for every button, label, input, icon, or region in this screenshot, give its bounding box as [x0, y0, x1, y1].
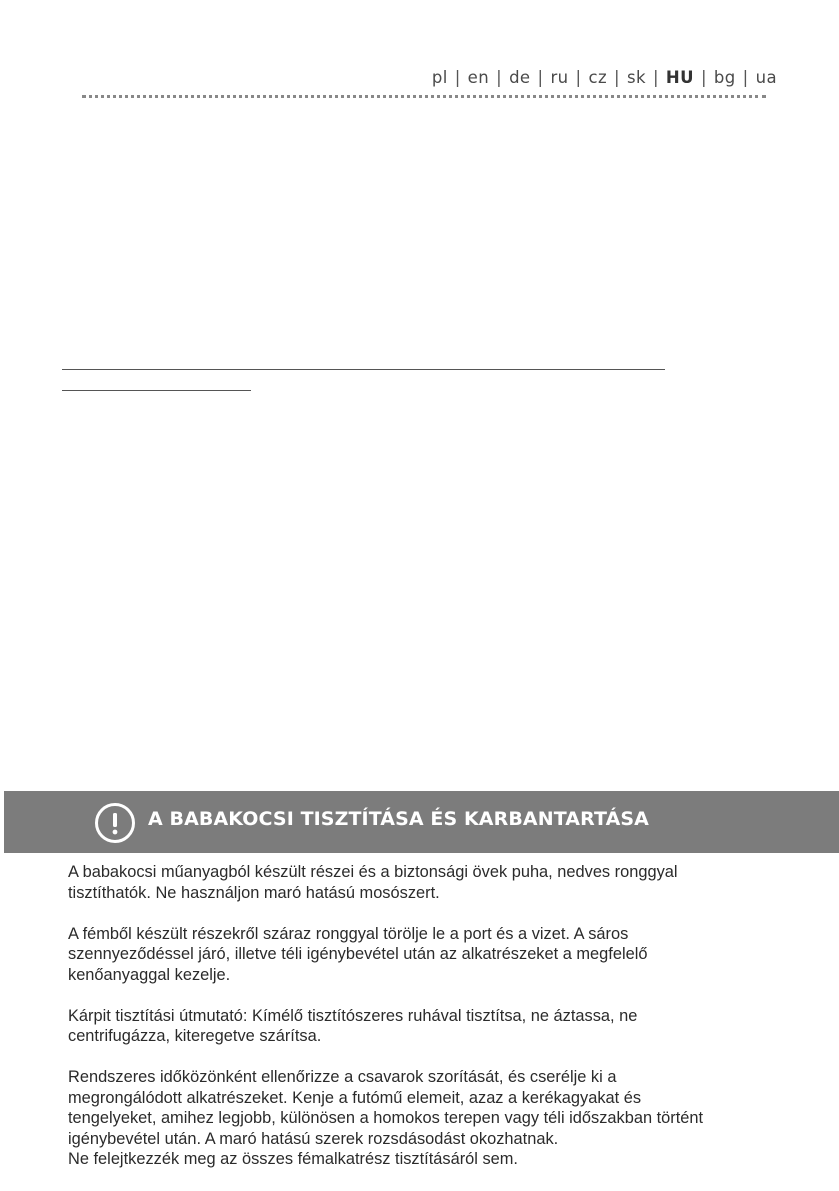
lang-separator: | — [700, 68, 707, 87]
section-header-bar — [4, 791, 839, 853]
blank-line-long — [62, 369, 665, 370]
paragraph-line: A babakocsi műanyagból készült részei és a biztonsági övek puha, nedves ronggyal — [68, 863, 678, 881]
lang-separator: | — [454, 68, 461, 87]
paragraph-line: Ne felejtkezzék meg az összes fémalkatrész tisztításáról sem. — [68, 1150, 518, 1168]
lang-bg[interactable]: bg — [713, 68, 736, 87]
lang-ru[interactable]: ru — [550, 68, 569, 87]
lang-hu-active[interactable]: HU — [665, 68, 694, 87]
lang-separator: | — [614, 68, 620, 87]
paragraph-line: tisztíthatók. Ne használjon maró hatású mosószert. — [68, 883, 440, 902]
section-title: A BABAKOCSI TISZTÍTÁSA ÉS KARBANTARTÁSA — [148, 808, 649, 830]
paragraph-upholstery — [68, 1006, 788, 1047]
exclamation-circle-icon — [95, 803, 135, 843]
paragraph-line: A fémből készült részekről száraz ronggyal törölje le a port és a vizet. A sáros — [68, 924, 629, 943]
lang-separator: | — [652, 68, 659, 87]
header-dotted-divider — [82, 95, 766, 98]
section-body — [68, 862, 788, 1170]
language-selector — [432, 68, 777, 87]
lang-cz[interactable]: cz — [588, 68, 608, 87]
paragraph-line: centrifugázza, kiteregetve szárítsa. — [68, 1027, 322, 1045]
paragraph-maintenance — [68, 1067, 788, 1170]
paragraph-line: Kárpit tisztítási útmutató: Kímélő tisztítószeres ruhával tisztítsa, ne áztassa, ne — [68, 1006, 638, 1025]
lang-pl[interactable]: pl — [431, 68, 448, 87]
paragraph-line: igénybevétel után. A maró hatású szerek rozsdásodást okozhatnak. — [68, 1129, 559, 1148]
paragraph-line: szennyeződéssel járó, illetve téli igénybevétel után az alkatrészeket a megfelelő — [68, 945, 648, 963]
paragraph-line: tengelyeket, amihez legjobb, különösen a homokos terepen vagy téli időszakban történt — [68, 1109, 704, 1127]
paragraph-line: kenőanyaggal kezelje. — [68, 965, 231, 984]
paragraph-line: Rendszeres időközönként ellenőrizze a csavarok szorítását, és cserélje ki a — [68, 1068, 617, 1086]
lang-separator: | — [575, 68, 582, 87]
lang-en[interactable]: en — [467, 68, 490, 87]
blank-line-short — [62, 390, 251, 391]
lang-ua[interactable]: ua — [755, 68, 777, 87]
lang-de[interactable]: de — [509, 68, 531, 87]
lang-separator: | — [742, 68, 749, 87]
lang-separator: | — [496, 68, 503, 87]
lang-separator: | — [537, 68, 544, 87]
paragraph-plastic-parts — [68, 862, 788, 903]
paragraph-line: megrongálódott alkatrészeket. Kenje a futómű elemeit, azaz a kerékagyakat és — [68, 1088, 642, 1107]
paragraph-metal-parts — [68, 924, 788, 986]
lang-sk[interactable]: sk — [627, 68, 646, 87]
